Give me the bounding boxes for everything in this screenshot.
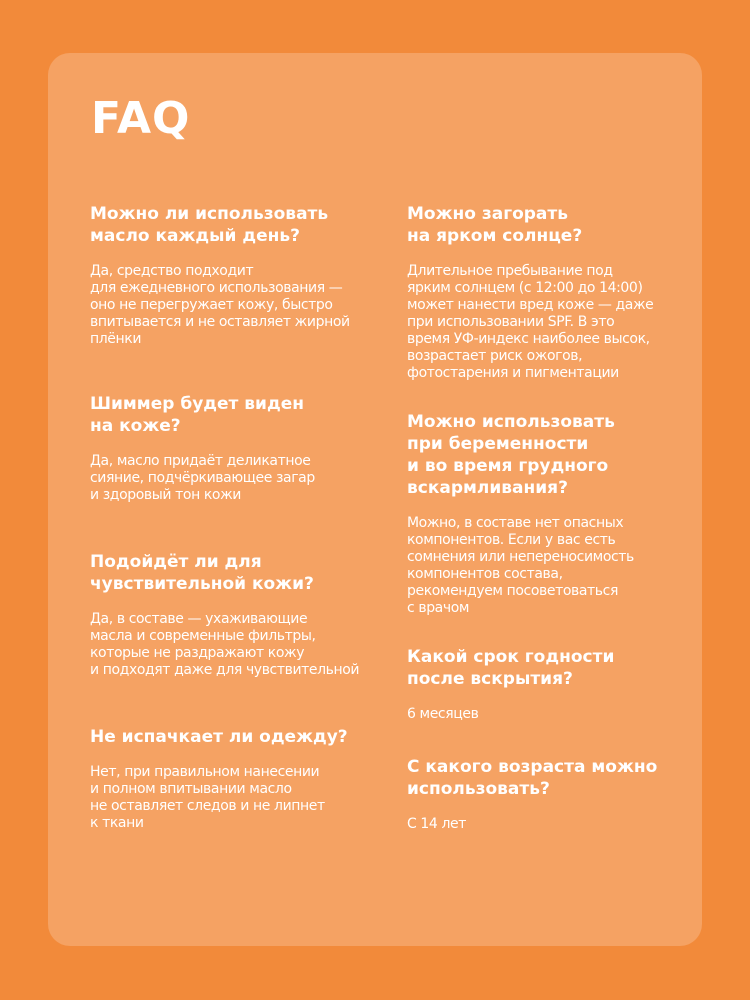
- faq-answer: 6 месяцев: [407, 706, 479, 722]
- page-title: FAQ: [91, 93, 191, 144]
- faq-question: Можно использовать при беременности и во время грудного вскармливания?: [407, 412, 615, 498]
- faq-question: Подойдёт ли для чувствительной кожи?: [90, 552, 314, 594]
- faq-answer: Да, средство подходит для ежедневного использования — оно не перегружает кожу, быстро впитывается и не оставляет жирной плёнки: [90, 263, 350, 347]
- faq-answer: Да, в составе — ухаживающие масла и современные фильтры, которые не раздражают кожу и подходят даже для чувствительной: [90, 611, 360, 678]
- faq-item-age: [407, 756, 699, 833]
- faq-answer: Да, масло придаёт деликатное сияние, подчёркивающее загар и здоровый тон кожи: [90, 453, 315, 503]
- faq-question: Не испачкает ли одежду?: [90, 727, 348, 747]
- faq-answer: Нет, при правильном нанесении и полном впитывании масло не оставляет следов и не липнет к ткани: [90, 764, 325, 831]
- faq-question: Какой срок годности после вскрытия?: [407, 647, 615, 689]
- faq-answer: Длительное пребывание под ярким солнцем (с 12:00 до 14:00) может нанести вред коже — даже при использовании SPF. В это время УФ-индекс наиболее высок, возрастает риск ожогов, фотостарения и пигментации: [407, 263, 654, 381]
- faq-item-daily-use: [90, 203, 390, 348]
- faq-item-shelf-life: [407, 646, 699, 723]
- faq-card: [48, 53, 702, 946]
- faq-item-sensitive-skin: [90, 551, 390, 679]
- faq-item-pregnancy: [407, 411, 699, 617]
- faq-question: Можно ли использовать масло каждый день?: [90, 204, 329, 246]
- faq-question: С какого возраста можно использовать?: [407, 757, 658, 799]
- faq-question: Шиммер будет виден на коже?: [90, 394, 304, 436]
- faq-item-clothes: [90, 726, 390, 832]
- faq-item-shimmer: [90, 393, 390, 504]
- faq-item-bright-sun: [407, 203, 699, 382]
- faq-question: Можно загорать на ярком солнце?: [407, 204, 583, 246]
- faq-answer: Можно, в составе нет опасных компонентов. Если у вас есть сомнения или непереносимость компонентов состава, рекомендуем посоветоваться с врачом: [407, 515, 634, 616]
- faq-answer: С 14 лет: [407, 816, 467, 832]
